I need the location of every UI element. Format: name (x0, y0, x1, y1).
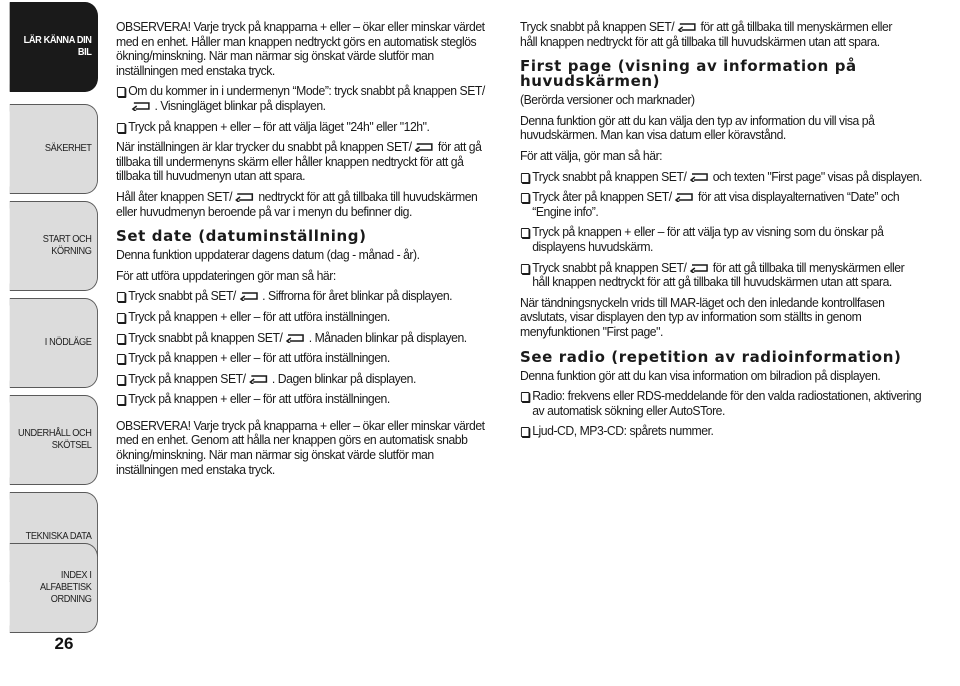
return-arrow-icon (674, 192, 697, 202)
note-paragraph: OBSERVERA! Varje tryck på knapparna + eller – ökar eller minskar värdet med en enhet. Genom att hålla ner knappen görs en automatisk snabb ökning/minskning. När man närmar sig önskat värde slutför man inställningen med enstaka tryck. (116, 417, 485, 477)
page-number: 26 (54, 634, 74, 653)
chapter-sidebar (0, 0, 100, 686)
tab-index[interactable]: INDEX I ALFABETISK ORDNING (10, 543, 98, 633)
list-item: Tryck snabbt på knappen SET/ och texten "First page" visas på displayen. (520, 170, 923, 185)
tab-underhall-och-skotsel[interactable]: UNDERHÅLL OCH SKÖTSEL (10, 395, 98, 485)
return-arrow-icon (413, 142, 436, 152)
paragraph: (Berörda versioner och marknader) (520, 92, 695, 108)
list-item: Om du kommer in i undermenyn “Mode”: tryck snabbt på knappen SET/. Visningläget blinkar på displayen. (116, 84, 509, 113)
tab-i-nodlage[interactable]: I NÖDLÄGE (10, 298, 98, 388)
return-arrow-icon (284, 333, 307, 343)
list-item: Tryck på knappen + eller – för att utföra inställningen. (116, 392, 509, 407)
paragraph: Denna funktion gör att du kan visa information om bilradion på displayen. (520, 367, 881, 383)
tab-lar-kanna-din-bil[interactable]: LÄR KÄNNA DIN BIL (10, 2, 98, 92)
list-item: Tryck snabbt på knappen SET/ för att gå tillbaka till menyskärmen eller håll knappen nedtryckt för att gå tillbaka till huvudskärmen utan att spara. (520, 261, 923, 290)
tab-tekniska-data[interactable]: TEKNISKA DATA (10, 492, 98, 582)
right-column (520, 19, 922, 445)
paragraph: Denna funktion uppdaterar dagens datum (dag - månad - år). (116, 247, 420, 263)
list-item: Tryck på knappen + eller – för att välja typ av visning som du önskar på displayens huvudskärm. (520, 225, 923, 254)
list-item: Tryck åter på knappen SET/ för att visa displayalternativen “Date” och “Engine info”. (520, 190, 923, 219)
paragraph: Tryck snabbt på knappen SET/ för att gå tillbaka till menyskärmen eller håll knappen nedtryckt för att gå tillbaka till huvudskärmen utan att spara. (520, 19, 892, 49)
list-item: Tryck snabbt på knappen SET/ . Månaden blinkar på displayen. (116, 331, 509, 346)
paragraph: För att utföra uppdateringen gör man så här: (116, 267, 336, 283)
return-arrow-icon (688, 263, 711, 273)
return-arrow-icon (688, 172, 711, 182)
list-item: Tryck på knappen + eller – för att utföra inställningen. (116, 351, 509, 366)
paragraph: När inställningen är klar trycker du snabbt på knappen SET/ för att gå tillbaka till undermenyns skärm eller håller knappen nedtryckt för att gå tillbaka till huvudmenyn utan att spara. (116, 139, 482, 184)
return-arrow-icon (130, 101, 153, 111)
paragraph: För att välja, gör man så här: (520, 147, 663, 163)
section-heading: Set date (datuminställning) (116, 227, 367, 246)
return-arrow-icon (247, 374, 270, 384)
left-column (116, 20, 498, 483)
list-item: Tryck på knappen + eller – för att välja läget "24h" eller "12h". (116, 120, 509, 135)
section-heading: First page (visning av information på huvudskärmen) (520, 57, 857, 91)
return-arrow-icon (676, 22, 699, 32)
return-arrow-icon (234, 192, 257, 202)
list-item: Tryck snabbt på SET/ . Siffrorna för året blinkar på displayen. (116, 289, 509, 304)
tab-sakerhet[interactable]: SÄKERHET (10, 104, 98, 194)
paragraph: När tändningsnyckeln vrids till MAR-läget och den inledande kontrollfasen avslutats, visar displayen den typ av information som ställts in genom menyfunktionen "First page". (520, 294, 885, 339)
list-item: Tryck på knappen + eller – för att utföra inställningen. (116, 310, 509, 325)
list-item: Tryck på knappen SET/ . Dagen blinkar på displayen. (116, 372, 509, 387)
section-heading: See radio (repetition av radioinformation) (520, 347, 902, 366)
list-item: Radio: frekvens eller RDS-meddelande för den valda radiostationen, aktivering av automatisk sökning eller AutoSTore. (520, 389, 923, 418)
tab-start-och-korning[interactable]: START OCH KÖRNING (10, 201, 98, 291)
paragraph: Håll åter knappen SET/ nedtryckt för att gå tillbaka till huvudskärmen eller huvudmenyn beroende på var i menyn du befinner dig. (116, 188, 478, 219)
paragraph: Denna funktion gör att du kan välja den typ av information du vill visa på huvudskärmen. Man kan visa datum eller köravstånd. (520, 112, 875, 143)
note-paragraph: OBSERVERA! Varje tryck på knapparna + eller – ökar eller minskar värdet med en enhet. Håller man knappen nedtryckt görs en automatisk steglös ökning/minskning. När man närmar sig önskat värde slutför man inställningen med enstaka tryck. (116, 19, 485, 78)
return-arrow-icon (238, 291, 261, 301)
list-item: Ljud-CD, MP3-CD: spårets nummer. (520, 424, 923, 439)
